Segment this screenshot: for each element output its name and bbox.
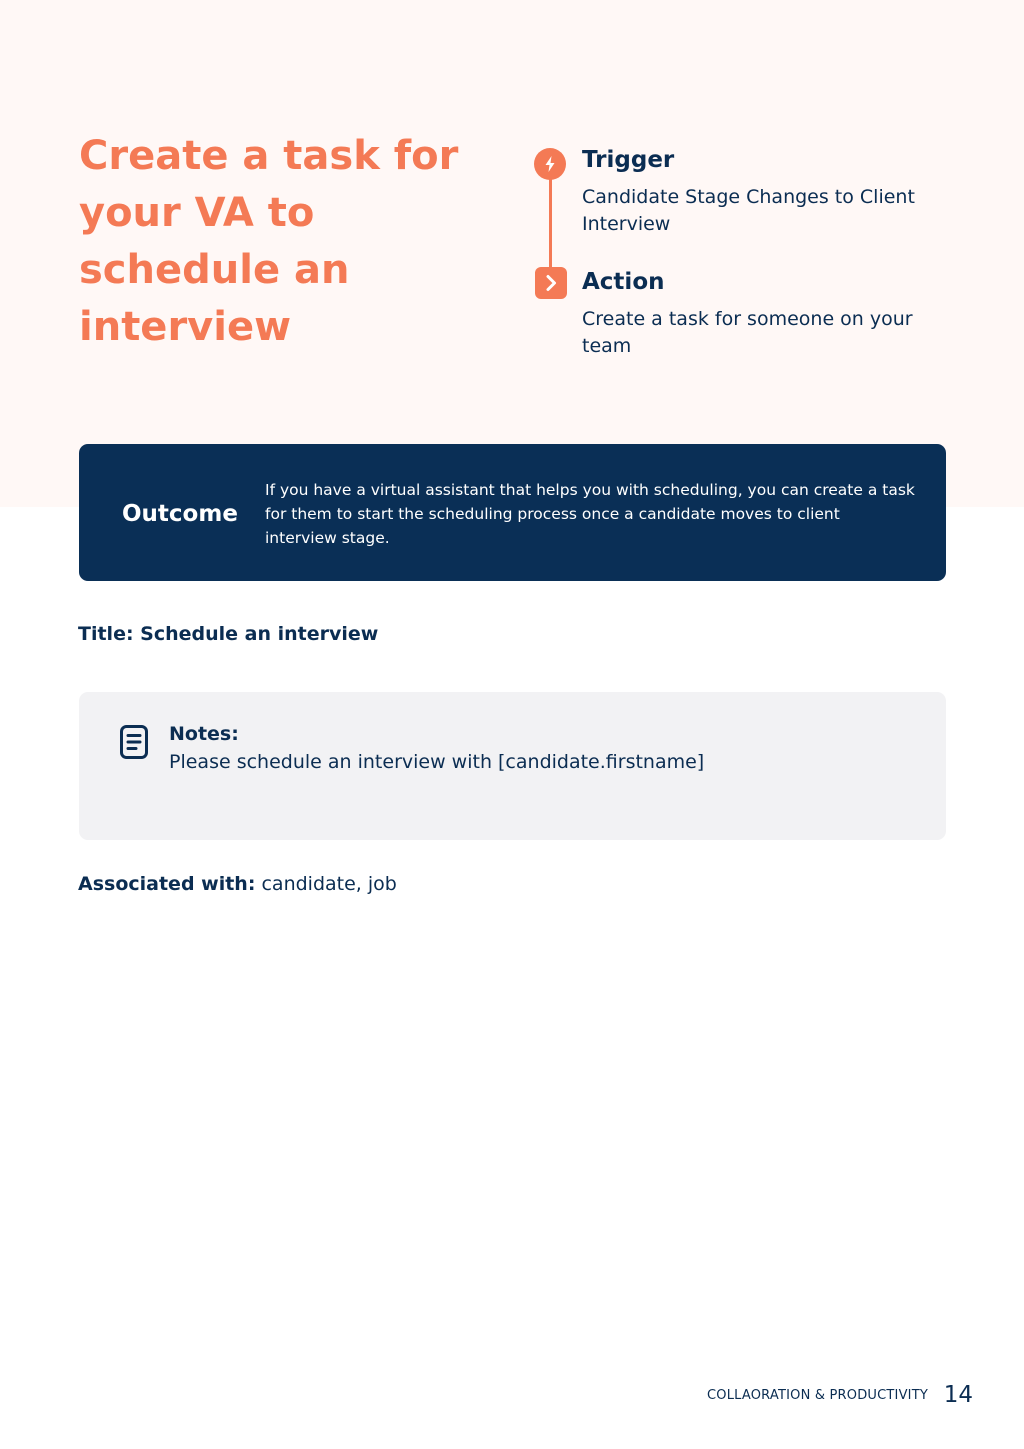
notes-label: Notes: <box>169 723 239 745</box>
workflow-connector-line <box>549 176 552 274</box>
associated-with <box>78 870 397 898</box>
chevron-right-icon <box>535 267 567 299</box>
associated-value: candidate, job <box>261 873 397 895</box>
task-title: Title: Schedule an interview <box>78 623 379 645</box>
trigger-description: Candidate Stage Changes to Client Interview <box>582 186 915 235</box>
document-icon <box>119 724 149 760</box>
page-title: Create a task for your VA to schedule an interview <box>79 133 459 350</box>
associated-label: Associated with: <box>78 873 256 895</box>
footer-section-name: COLLAORATION & PRODUCTIVITY <box>706 1388 928 1403</box>
lightning-bolt-icon <box>534 148 566 180</box>
trigger-heading: Trigger <box>582 147 675 173</box>
notes-panel <box>79 692 946 840</box>
action-description: Create a task for someone on your team <box>582 308 913 357</box>
action-heading: Action <box>582 269 665 295</box>
notes-text: Please schedule an interview with [candidate.firstname] <box>169 751 705 773</box>
page-number: 14 <box>943 1382 973 1408</box>
outcome-panel <box>79 444 946 581</box>
outcome-label: Outcome <box>122 501 238 527</box>
outcome-text: If you have a virtual assistant that helps you with scheduling, you can create a task for them to start the scheduling process once a candidate moves to client interview stage. <box>265 481 915 547</box>
